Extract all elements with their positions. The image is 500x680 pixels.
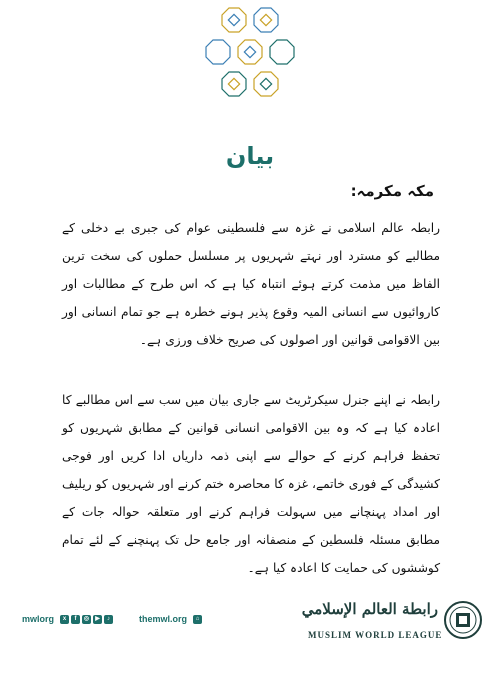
seal-icon <box>443 600 483 640</box>
geometric-pattern-decoration <box>205 6 295 101</box>
website-link[interactable]: themwl.org <box>139 614 188 624</box>
logo-arabic-text: رابطة العالم الإسلامي <box>301 600 438 618</box>
paragraph-2: رابطہ نے اپنے جنرل سیکرٹریٹ سے جاری بیان میں سب سے اس مطالبے کا اعادہ کیا ہے کہ وہ بین الاقوامی انسانی قوانین کے مطابق شہریوں کو تحفظ فراہم کرنے کے حوالے سے اپنی ذمہ داریاں ادا کریں اور فوجی کشیدگی کے فوری خاتمے، غزہ کا محاصرہ ختم کرنے اور شہریوں کو ریلیف اور امداد پہنچانے میں سہولت فراہم کرنے اور متعلقہ حوالہ جات کے مطابق مسئلہ فلسطین کے منصفانہ اور جامع حل تک پہنچنے کے لئے تمام کوششوں کی حمایت کا اعادہ کیا ہے۔ <box>62 393 440 575</box>
paragraph-1: رابطہ عالم اسلامی نے غزہ سے فلسطینی عوام کی جبری بے دخلی کے مطالبے کو مسترد اور نہتے شہریوں پر مسلسل حملوں کی سخت ترین الفاظ میں مذمت کرتے ہوئے انتباہ کیا ہے کہ اس طرح کے مطالبات اور کاروائیوں سے انسانی المیہ وقوع پذیر ہونے خطرہ ہے جو تمام انسانی اور بین الاقوامی قوانین اور اصولوں کی صریح خلاف ورزی ہے۔ <box>62 221 440 347</box>
social-handle[interactable]: mwlorg <box>22 614 55 624</box>
muslim-world-league-logo <box>298 600 483 648</box>
page-title: بیان <box>225 142 275 170</box>
dateline: مکہ مکرمہ: <box>350 182 434 200</box>
facebook-icon[interactable]: f <box>71 615 80 624</box>
logo-english-text: MUSLIM WORLD LEAGUE <box>308 630 443 640</box>
instagram-icon[interactable]: ◎ <box>83 615 90 622</box>
home-icon[interactable]: ⌂ <box>193 615 202 624</box>
youtube-icon[interactable]: ▶ <box>93 615 102 624</box>
x-icon[interactable]: x <box>60 615 69 624</box>
tiktok-icon[interactable]: ♪ <box>104 615 113 624</box>
social-icons <box>60 615 113 624</box>
footer-social <box>22 614 202 624</box>
